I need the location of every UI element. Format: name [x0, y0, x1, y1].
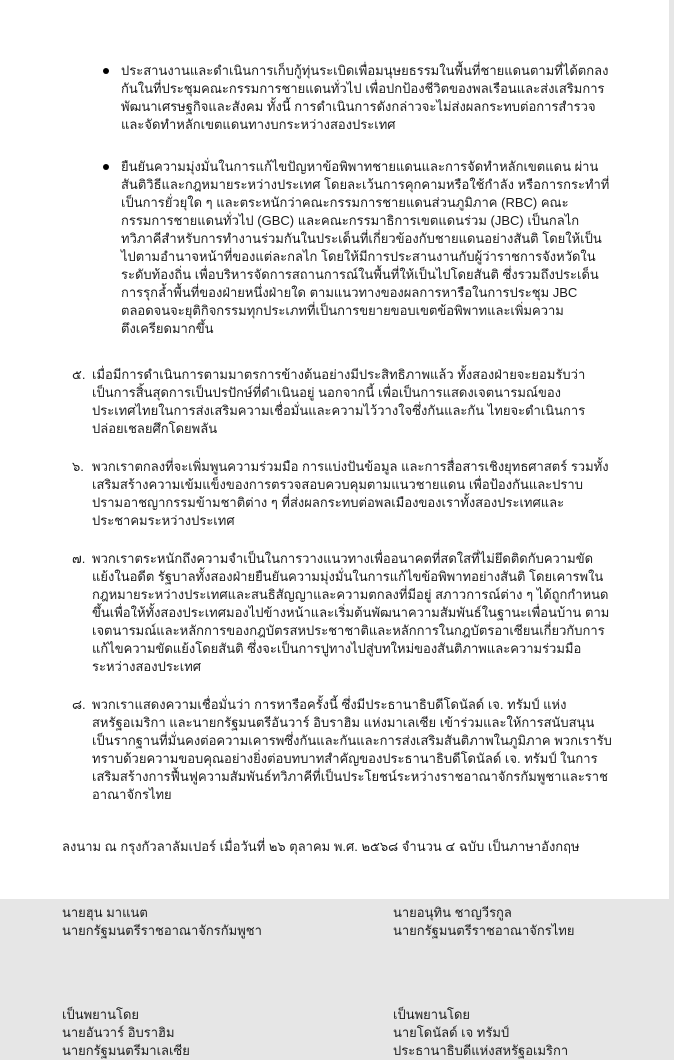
witness-name: นายอันวาร์ อิบราฮิม [62, 1025, 175, 1040]
witness-block-malaysia [62, 1006, 393, 1060]
item-text: พวกเราตระหนักถึงความจำเป็นในการวางแนวทางเพื่ออนาคตที่สดใสที่ไม่ยึดติดกับความขัดแย้งในอดีต รัฐบาลทั้งสองฝ่ายยืนยันความมุ่งมั่นในการแก้ไขข้อพิพาทอย่างสันติ โดยเคารพในกฎหมายระหว่างประเทศและสนธิสัญญาและความตกลงที่มีอยู่ สภาวการณ์ต่าง ๆ ได้ถูกกำหนดขึ้นเพื่อให้ทั้งสองประเทศมองไปข้างหน้าและเริ่มต้นพัฒนาความสัมพันธ์ในฐานะเพื่อนบ้าน ตามเจตนารมณ์และหลักการของกฎบัตรสหประชาชาติและหลักการในกฎบัตรอาเซียนเกี่ยวกับการแก้ไขความขัดแย้งโดยสันติ ซึ่งจะเป็นการปูทางไปสู่บทใหม่ของสันติภาพและความร่วมมือระหว่างสองประเทศ [92, 551, 610, 674]
signatory-block-thailand [393, 904, 613, 940]
item-number: ๖. [72, 459, 84, 474]
numbered-item-5 [72, 366, 613, 438]
signing-statement: ลงนาม ณ กรุงกัวลาลัมเปอร์ เมื่อวันที่ ๒๖ ตุลาคม พ.ศ. ๒๕๖๘ จำนวน ๔ ฉบับ เป็นภาษาอังกฤษ [62, 839, 580, 854]
bullet-item [103, 158, 613, 338]
item-number: ๘. [72, 697, 86, 712]
witness-name: นายโดนัลด์ เจ ทรัมป์ [393, 1025, 510, 1040]
bullet-item [103, 62, 613, 134]
numbered-item-6 [72, 458, 613, 530]
signatory-name: นายอนุทิน ชาญวีรกูล [393, 905, 512, 920]
witness-title: ประธานาธิบดีแห่งสหรัฐอเมริกา [393, 1043, 569, 1058]
item-text: พวกเราแสดงความเชื่อมั่นว่า การหารือครั้งนี้ ซึ่งมีประธานาธิบดีโดนัลด์ เจ. ทรัมป์ แห่งสหรัฐอเมริกา และนายกรัฐมนตรีอันวาร์ อิบราฮิม แห่งมาเลเซีย เข้าร่วมและให้การสนับสนุน เป็นรากฐานที่มั่นคงต่อความเคารพซึ่งกันและกันและการส่งเสริมสันติภาพในภูมิภาค พวกเรารับทราบด้วยความขอบคุณอย่างยิ่งต่อบทบาทสำคัญของประธานาธิบดีโดนัลด์ เจ. ทรัมป์ ในการเสริมสร้างการฟื้นฟูความสัมพันธ์ทวิภาคีที่เป็นประโยชน์ระหว่างราชอาณาจักรกัมพูชาและราชอาณาจักรไทย [92, 697, 612, 802]
signatories-row [62, 904, 613, 940]
bullet-icon [103, 158, 121, 338]
bullet-text: ยืนยันความมุ่งมั่นในการแก้ไขปัญหาข้อพิพาทชายแดนและการจัดทำหลักเขตแดน ผ่านสันติวิธีและกฎหมายระหว่างประเทศ โดยละเว้นการคุกคามหรือใช้กำลัง หรือการกระทำที่เป็นการยั่วยุใด ๆ และตระหนักว่าคณะกรรมการชายแดนส่วนภูมิภาค (RBC) คณะกรรมการชายแดนทั่วไป (GBC) และคณะกรรมาธิการเขตแดนร่วม (JBC) เป็นกลไกทวิภาคีสำหรับการทำงานร่วมกันในประเด็นที่เกี่ยวข้องกับชายแดนอย่างสันติ โดยให้เป็นไปตามอำนาจหน้าที่ของแต่ละกลไก โดยให้มีการประสานงานกับผู้ว่าราชการจังหวัดในระดับท้องถิ่น เพื่อบริหารจัดการสถานการณ์ในพื้นที่ให้เป็นไปโดยสันติ ซึ่งรวมถึงประเด็นการรุกล้ำพื้นที่ของฝ่ายหนึ่งฝ่ายใด ตามแนวทางของผลการหารือในการประชุม JBC ตลอดจนจะยุติกิจกรรมทุกประเภทที่เป็นการขยายขอบเขตข้อพิพาทและเพิ่มความตึงเครียดมากขึ้น [121, 159, 610, 336]
bullet-list [62, 62, 613, 338]
bullet-text: ประสานงานและดำเนินการเก็บกู้ทุ่นระเบิดเพื่อมนุษยธรรมในพื้นที่ชายแดนตามที่ได้ตกลงกันในที่ประชุมคณะกรรมการชายแดนทั่วไป เพื่อปกป้องชีวิตของพลเรือนและส่งเสริมการพัฒนาเศรษฐกิจและสังคม ทั้งนี้ การดำเนินการดังกล่าวจะไม่ส่งผลกระทบต่อการสำรวจและจัดทำหลักเขตแดนทางบกระหว่างสองประเทศ [121, 63, 609, 132]
item-number: ๗. [72, 551, 86, 566]
item-text: พวกเราตกลงที่จะเพิ่มพูนความร่วมมือ การแบ่งปันข้อมูล และการสื่อสารเชิงยุทธศาสตร์ รวมทั้งเสริมสร้างความเข้มแข็งของการตรวจสอบควบคุมตามแนวชายแดน เพื่อป้องกันและปราบปรามอาชญากรรมข้ามชาติต่าง ๆ ที่ส่งผลกระทบต่อพลเมืองของเราทั้งสองประเทศและประชาคมระหว่างประเทศ [92, 459, 609, 528]
witnesses-row [62, 1006, 613, 1060]
numbered-item-8 [72, 696, 613, 804]
item-number: ๕. [72, 367, 86, 382]
item-text: เมื่อมีการดำเนินการตามมาตรการข้างต้นอย่างมีประสิทธิภาพแล้ว ทั้งสองฝ่ายจะยอมรับว่าเป็นการสิ้นสุดการเป็นปรปักษ์ที่ดำเนินอยู่ นอกจากนี้ เพื่อเป็นการแสดงเจตนารมณ์ของประเทศไทยในการส่งเสริมความเชื่อมั่นและความไว้วางใจซึ่งกันและกัน ไทยจะดำเนินการปล่อยเชลยศึกโดยพลัน [92, 367, 586, 436]
witness-label: เป็นพยานโดย [393, 1007, 470, 1022]
signatory-title: นายกรัฐมนตรีราชอาณาจักรกัมพูชา [62, 923, 262, 938]
numbered-paragraphs [62, 366, 613, 804]
bullet-icon [103, 62, 121, 134]
signatory-name: นายฮุน มาแนต [62, 905, 148, 920]
witness-label: เป็นพยานโดย [62, 1007, 139, 1022]
signatory-block-cambodia [62, 904, 393, 940]
witness-block-usa [393, 1006, 613, 1060]
numbered-item-7 [72, 550, 613, 676]
witness-title: นายกรัฐมนตรีมาเลเซีย [62, 1043, 190, 1058]
signatory-title: นายกรัฐมนตรีราชอาณาจักรไทย [393, 923, 575, 938]
